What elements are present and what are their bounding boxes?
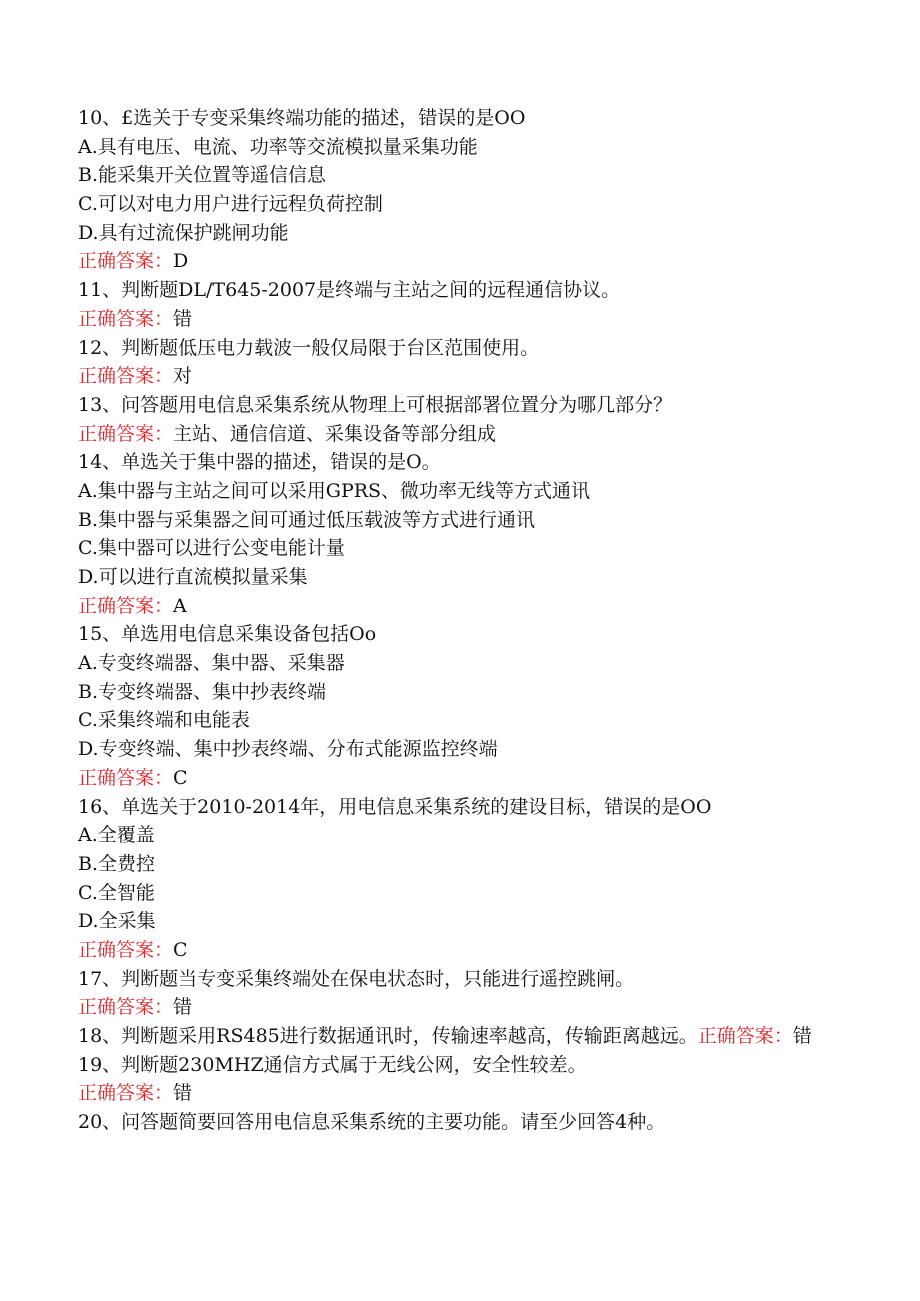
question-with-inline-answer [78,1022,838,1051]
answer-line [78,764,838,793]
answer-label: 正确答案： [78,365,174,388]
question-text-line: 12、判断题低压电力载波一般仅局限于台区范围使用。 [78,336,540,359]
question-text-line: D.全采集 [78,910,156,933]
answer-label: 正确答案： [697,1025,793,1047]
question-text-line: 13、问答题用电信息采集系统从物理上可根据部署位置分为哪几部分？ [78,393,673,416]
answer-value: C [173,938,188,961]
answer-line [78,993,838,1022]
answer-label: 正确答案： [78,422,174,445]
question-text-line: D.专变终端、集中抄表终端、分布式能源监控终端 [78,738,498,761]
answer-line [78,305,838,334]
answer-value: A [173,594,187,617]
answer-label: 正确答案： [78,996,174,1019]
question-text-line: B.专变终端器、集中抄表终端 [78,680,327,703]
question-text-line: 15、单选用电信息采集设备包括Oo [78,623,377,646]
answer-line [78,1079,838,1108]
answer-value: 错 [173,307,193,330]
answer-label: 正确答案： [78,307,174,330]
answer-value: 错 [173,996,193,1019]
question-text-line: B.集中器与采集器之间可通过低压载波等方式进行通讯 [78,508,536,531]
question-text-line: A.全覆盖 [78,824,155,847]
answer-value: 主站、通信信道、采集设备等部分组成 [173,422,497,445]
answer-label: 正确答案： [78,594,174,617]
document-page [78,104,838,1137]
answer-value: 对 [173,365,193,388]
question-text-line: B.全费控 [78,852,156,875]
question-text-line: 20、问答题简要回答用电信息采集系统的主要功能。请至少回答4种。 [78,1111,666,1134]
question-text-line: 11、判断题DL/T645-2007是终端与主站之间的远程通信协议。 [78,279,621,302]
question-text-line: B.能采集开关位置等遥信信息 [78,164,327,187]
question-text-line: D.具有过流保护跳闸功能 [78,221,289,244]
answer-value: 错 [173,1082,193,1105]
question-text-line: C.采集终端和电能表 [78,709,250,732]
question-text-line: 14、单选关于集中器的描述，错误的是O。 [78,451,441,474]
answer-value: C [173,766,188,789]
question-text-line: C.全智能 [78,881,155,904]
question-text-line: 17、判断题当专变采集终端处在保电状态时，只能进行遥控跳闸。 [78,967,635,990]
answer-label: 正确答案： [78,1082,174,1105]
answer-line [78,362,838,391]
answer-line [78,247,838,276]
question-text-line: A.专变终端器、集中器、采集器 [78,652,345,675]
answer-value: D [173,250,189,273]
question-text-line: 19、判断题230MHZ通信方式属于无线公网，安全性较差。 [78,1053,587,1076]
answer-label: 正确答案： [78,766,174,789]
question-text-line: A.具有电压、电流、功率等交流模拟量采集功能 [78,135,478,158]
answer-line [78,936,838,965]
question-text: 18、判断题采用RS485进行数据通讯时，传输速率越高，传输距离越远。 [78,1025,698,1047]
answer-line [78,592,838,621]
answer-line [78,420,838,449]
answer-label: 正确答案： [78,250,174,273]
question-text-line: D.可以进行直流模拟量采集 [78,566,308,588]
question-text-line: C.集中器可以进行公变电能计量 [78,537,345,560]
answer-value: 错 [792,1025,812,1047]
question-text-line: 10、£选关于专变采集终端功能的描述，错误的是OO [78,107,526,129]
question-text-line: A.集中器与主站之间可以采用GPRS、微功率无线等方式通讯 [78,479,591,502]
question-text-line: 16、单选关于2010-2014年，用电信息采集系统的建设目标，错误的是OO [78,795,712,818]
answer-label: 正确答案： [78,938,174,961]
question-text-line: C.可以对电力用户进行远程负荷控制 [78,193,383,216]
